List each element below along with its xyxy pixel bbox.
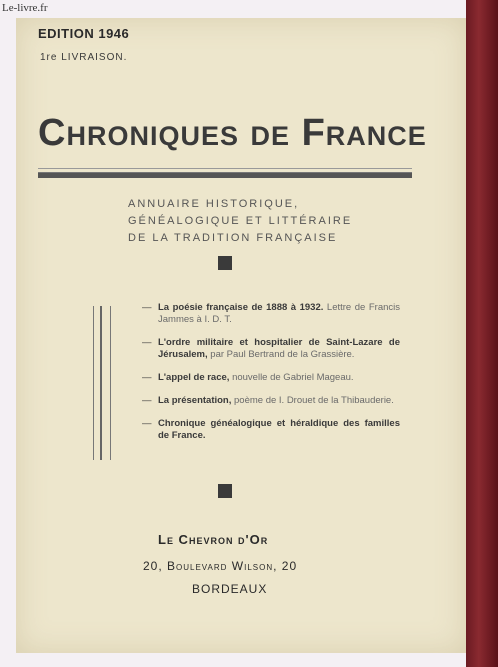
item-dash: — [142,395,152,406]
contents-item [142,418,400,442]
publisher-address: 20, Boulevard Wilson, 20 [143,559,298,573]
title-rule [38,172,412,178]
item-dash: — [142,418,152,429]
item-title: La poésie française de 1888 à 1932. [158,302,324,313]
edition-label: EDITION 1946 [38,26,130,41]
item-author: Lettre de Francis Jammes à I. D. T. [158,302,401,325]
item-dash: — [142,372,152,383]
contents-item [142,337,400,361]
subtitle-line: ANNUAIRE HISTORIQUE, [128,198,300,210]
subtitle-line: GÉNÉALOGIQUE ET LITTÉRAIRE [128,215,353,227]
item-dash: — [142,302,152,313]
item-dash: — [142,337,152,348]
item-author: poème de I. Drouet de la Thibauderie. [231,395,394,406]
item-title: Chronique généalogique et héraldique des familles de France. [158,418,400,441]
contents-item [142,372,400,384]
publisher-city: BORDEAUX [192,582,268,596]
cover-title: Chroniques de France [38,112,427,154]
book-spine [466,0,498,667]
cover-subtitle [128,196,428,247]
watermark: Le-livre.fr [2,2,48,14]
contents-item [142,302,400,326]
contents-list [142,302,400,453]
ornament-vertical-lines [93,306,111,460]
ornament-square [218,256,232,270]
item-author: nouvelle de Gabriel Mageau. [229,372,354,383]
publisher-name: Le Chevron d'Or [158,532,269,547]
subtitle-line: DE LA TRADITION FRANÇAISE [128,232,338,244]
item-author: par Paul Bertrand de la Grassière. [207,349,355,360]
ornament-square [218,484,232,498]
item-title: L'appel de race, [158,372,230,383]
livraison-label: 1re LIVRAISON. [40,52,128,63]
contents-item [142,395,400,407]
item-title: La présentation, [158,395,232,406]
item-title: L'ordre militaire et hospitalier de Saint-Lazare de Jérusalem, [158,337,400,360]
